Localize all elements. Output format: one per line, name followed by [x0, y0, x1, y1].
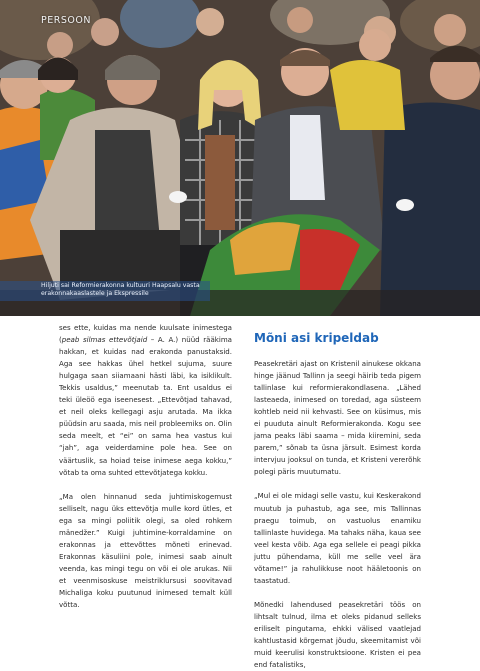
photo-caption: Hiljuti sai Reformierakonna kultuuri Haapsalu vasta erakonnakaaslastele ja Ekspressile: [41, 282, 200, 298]
left-paragraph-1: [59, 322, 232, 479]
right-paragraph-2: „Mul ei ole midagi selle vastu, kui Keskerakond muutub ja puhastub, aga see, mis Tallinnas praegu toimub, on vastuolus enamiku tallinlaste huvidega. Ma tahaks näha, kaua see veel kesta võib. Aga ega sellele ei peagi pikka juttu pühendama, küll me selle veel ära võtame!” ja rahulikkuse noot hääletoonis on taastatud.: [254, 491, 421, 585]
audience-photo-illustration: [0, 0, 480, 316]
left-p1-start: ses ette, kuidas ma nende kuulsate inimestega (: [59, 323, 232, 345]
right-paragraph-1: Peasekretäri ajast on Kristenil ainukese okkana hinge jäänud Tallinn ja seegi häirib teda pigem tallinlase kui reformierakondlasena. „Lähed lasteaeda, inimesed on toredad, aga süsteem kohtleb neid nii kehvasti. See on küsimus, mis ei puuduta ainult Reformierakonda. Kogu see jama peaks läbi saama – mida kiiremini, seda parem,” sõnab ta üsna järsult. Esimest korda intervjuu jooksul on tunda, et Kristeni vererõhk polegi päris muutumatu.: [254, 359, 421, 477]
left-p1-emphasis: peab silmas ettevõtjaid: [61, 335, 148, 345]
article-photo: [0, 0, 480, 316]
section-tag: PERSOON: [41, 15, 91, 26]
left-p1-end: – A. A.) nüüd rääkima hakkan, et kuidas nad erakonda panustaksid. Aga see hakkas ühel hetkel sujuma, suure hulgaga saan siiamaani hästi läbi, ka isiklikult. Tekkis usaldus,” meenutab ta. Ent usaldus ei teki üleöö ega iseenesest. „Ettevõtjad tahavad, et neil oleks kellegagi asju arutada. Ma ikka püüdsin aru saada, mis neil probleemiks on. Olin seda meelt, et “ei” on sama hea vastus kui “jah”, aga veiderdamine pole hea. See on väärtuslik, sa hoiad teise inimese aega kokku,” võtab ta oma suhted ettevõtjatega kokku.: [59, 335, 232, 477]
right-paragraph-3: Mõnedki lahendused peasekretäri töös on lihtsalt tulnud, ilma et oleks pidanud selleks eriliselt pingutama, ehkki välised vaatlejad kahtlustasid kõrgemat jõudu, skeemitamist või muid keerulisi konstruktsioone. Kristen ei pea end fatalistiks,: [254, 599, 421, 670]
right-text-column: [254, 331, 421, 671]
left-text-column: [59, 322, 232, 611]
section-heading: Mõni asi kripeldab: [254, 331, 379, 345]
left-paragraph-2: „Ma olen hinnanud seda juhtimiskogemust selliselt, nagu üks ettevõtja mulle kord ütles, et ega sa mingi poliitik olegi, sa oled rohkem mänedžer.” Kuigi juhtimine-korraldamine on erakonnas ja ettevõttes mõneti erinevad. Erakonnas käsuliini pole, inimesi saab ainult veenda, kas mingi tegu on või ei ole arukas. Nii et veenmisoskuse meistriklursusi soovitavad Michaliga koku puutunud inimesed temalt küll võtta.: [59, 491, 232, 610]
